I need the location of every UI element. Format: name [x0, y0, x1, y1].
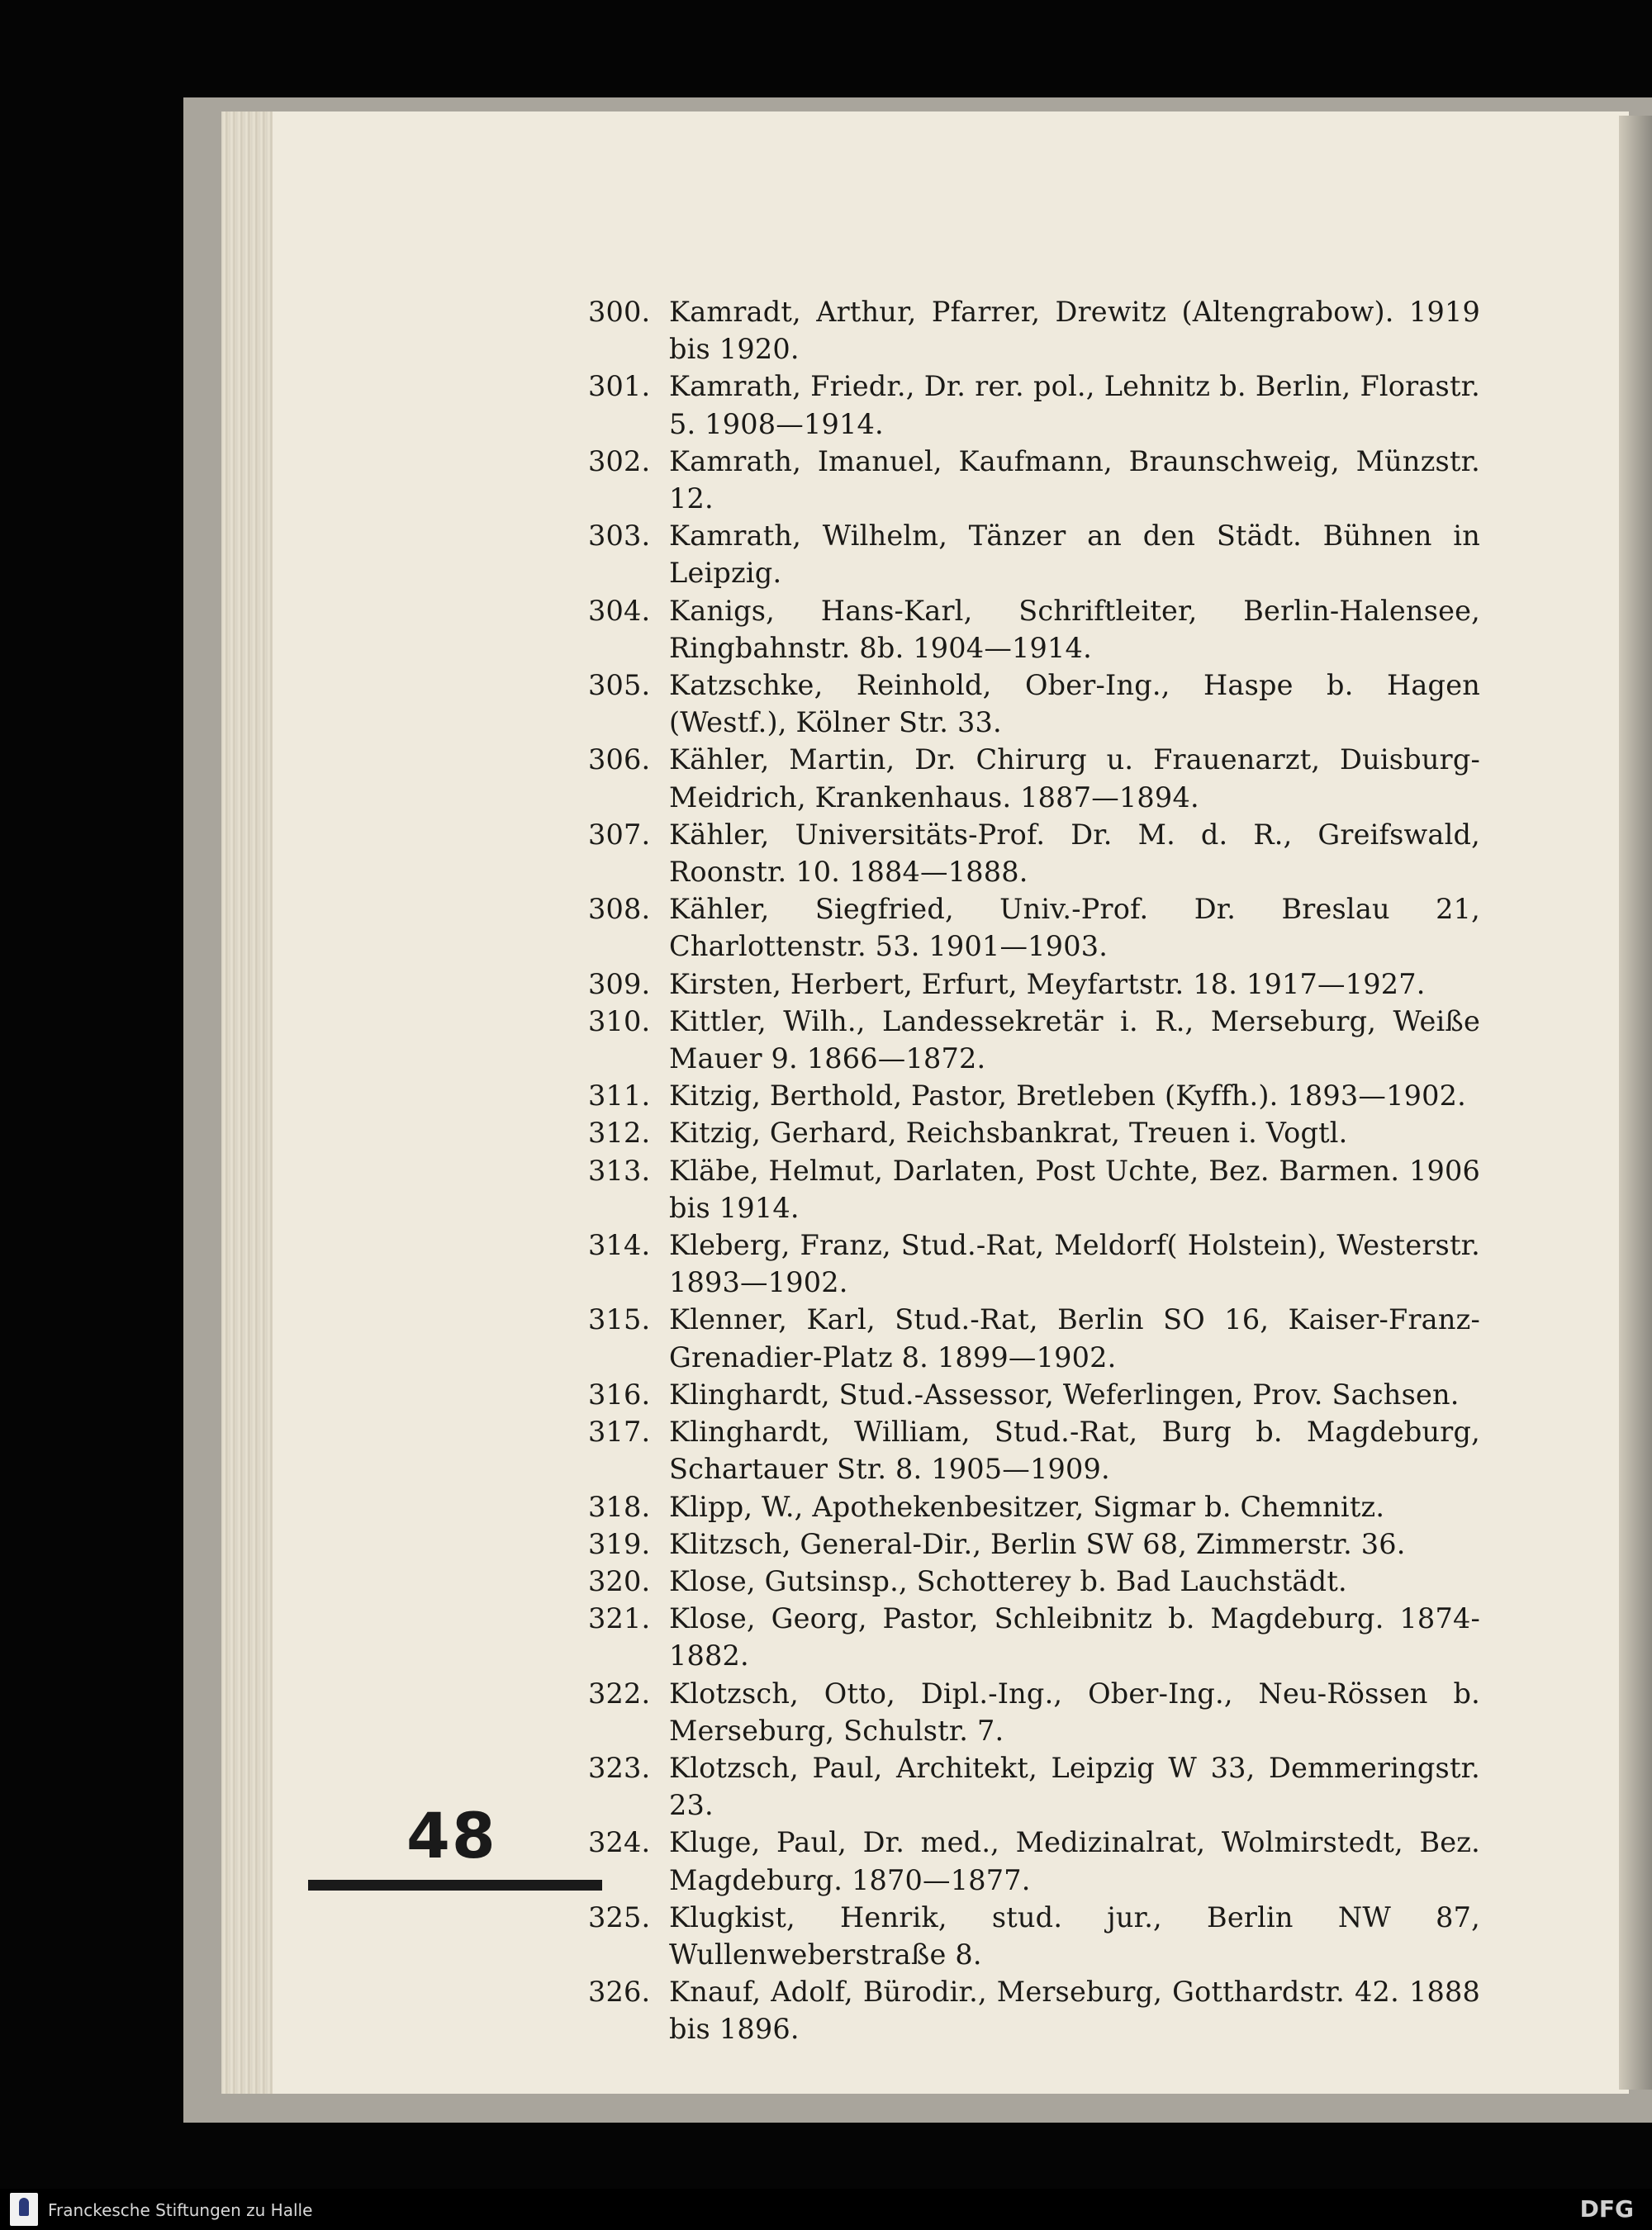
entry-number: 324. [588, 1826, 651, 1859]
entry-text: Klose, Gutsinsp., Schotterey b. Bad Lauchstädt. [669, 1564, 1347, 1597]
entry-text: Klotzsch, Otto, Dipl.-Ing., Ober-Ing., Neu-Rössen b. Merseburg, Schulstr. 7. [669, 1677, 1480, 1747]
entry [588, 1152, 1480, 1226]
entry [588, 1114, 1480, 1151]
entry-text: Kittler, Wilh., Landessekretär i. R., Merseburg, Weiße Mauer 9. 1866—1872. [669, 1004, 1480, 1075]
entry [588, 1077, 1480, 1114]
entry-text: Kähler, Siegfried, Univ.-Prof. Dr. Breslau 21, Charlottenstr. 53. 1901—1903. [669, 893, 1480, 963]
entry-text: Kluge, Paul, Dr. med., Medizinalrat, Wolmirstedt, Bez. Magdeburg. 1870—1877. [669, 1826, 1480, 1896]
entry-number: 318. [588, 1490, 651, 1523]
entry-text: Klipp, W., Apothekenbesitzer, Sigmar b. Chemnitz. [669, 1490, 1385, 1523]
entry-text: Kamrath, Wilhelm, Tänzer an den Städt. Bühnen in Leipzig. [669, 520, 1480, 590]
entry [588, 1488, 1480, 1525]
entry-number: 301. [588, 370, 651, 403]
entry-text: Kähler, Universitäts-Prof. Dr. M. d. R., Greifswald, Roonstr. 10. 1884—1888. [669, 818, 1480, 889]
entry-text: Katzschke, Reinhold, Ober-Ing., Haspe b. Hagen (Westf.), Kölner Str. 33. [669, 669, 1480, 739]
page-number-rule [308, 1880, 602, 1891]
entry [588, 667, 1480, 741]
entry-number: 305. [588, 669, 651, 702]
entry-number: 300. [588, 296, 651, 328]
entry [588, 1003, 1480, 1077]
entry [588, 1749, 1480, 1824]
entry-text: Kamradt, Arthur, Pfarrer, Drewitz (Altengrabow). 1919 bis 1920. [669, 296, 1480, 366]
entry-list [588, 293, 1480, 2048]
entry-number: 311. [588, 1079, 651, 1113]
entry-number: 325. [588, 1900, 651, 1933]
entry-text: Kamrath, Friedr., Dr. rer. pol., Lehnitz b. Berlin, Florastr. 5. 1908—1914. [669, 370, 1480, 440]
entry [588, 1413, 1480, 1487]
entry [588, 1226, 1480, 1301]
entry [588, 890, 1480, 965]
entry [588, 443, 1480, 517]
entry [588, 1376, 1480, 1413]
entry-number: 302. [588, 444, 651, 477]
entry [588, 368, 1480, 442]
entry-text: Klose, Georg, Pastor, Schleibnitz b. Magdeburg. 1874-1882. [669, 1602, 1480, 1672]
entry-text: Kirsten, Herbert, Erfurt, Meyfartstr. 18. 1917—1927. [669, 967, 1426, 1000]
entry-number: 312. [588, 1117, 651, 1150]
entry [588, 1563, 1480, 1600]
entry-number: 322. [588, 1677, 651, 1710]
entry-number: 304. [588, 594, 651, 627]
entry-text: Kanigs, Hans-Karl, Schriftleiter, Berlin-Halensee, Ringbahnstr. 8b. 1904—1914. [669, 594, 1480, 664]
footer-institution: Franckesche Stiftungen zu Halle [48, 2200, 313, 2220]
entry-number: 317. [588, 1416, 651, 1449]
entry-text: Kähler, Martin, Dr. Chirurg u. Frauenarzt, Duisburg-Meidrich, Krankenhaus. 1887—1894. [669, 743, 1480, 814]
entry-number: 310. [588, 1004, 651, 1037]
entry [588, 816, 1480, 890]
entry-number: 321. [588, 1602, 651, 1635]
entry-number: 326. [588, 1976, 651, 2009]
entry-text: Klugkist, Henrik, stud. jur., Berlin NW 87, Wullenweberstraße 8. [669, 1900, 1480, 1971]
entry [588, 1301, 1480, 1375]
entry [588, 517, 1480, 591]
entry-text: Klinghardt, William, Stud.-Rat, Burg b. Magdeburg, Schartauer Str. 8. 1905—1909. [669, 1416, 1480, 1486]
entry-text: Kleberg, Franz, Stud.-Rat, Meldorf( Holstein), Westerstr. 1893—1902. [669, 1229, 1480, 1299]
entry [588, 1973, 1480, 2047]
entry-text: Kitzig, Berthold, Pastor, Bretleben (Kyffh.). 1893—1902. [669, 1079, 1466, 1113]
entry-number: 316. [588, 1378, 651, 1411]
entry [588, 592, 1480, 667]
entry [588, 966, 1480, 1003]
entry-number: 314. [588, 1229, 651, 1262]
entry-number: 319. [588, 1527, 651, 1560]
page-number: 48 [406, 1799, 497, 1872]
entry [588, 1675, 1480, 1749]
entry-number: 320. [588, 1564, 651, 1597]
entry [588, 293, 1480, 368]
footer-dfg-logo: DFG [1579, 2195, 1634, 2223]
entry-text: Klitzsch, General-Dir., Berlin SW 68, Zimmerstr. 36. [669, 1527, 1406, 1560]
entry-number: 323. [588, 1751, 651, 1784]
entry [588, 741, 1480, 815]
entry-number: 303. [588, 520, 651, 553]
entry [588, 1824, 1480, 1898]
entry-number: 307. [588, 818, 651, 851]
entry-number: 315. [588, 1303, 651, 1336]
entry-text: Klotzsch, Paul, Architekt, Leipzig W 33, Demmeringstr. 23. [669, 1751, 1480, 1822]
entry-text: Kläbe, Helmut, Darlaten, Post Uchte, Bez. Barmen. 1906 bis 1914. [669, 1154, 1480, 1224]
entry-number: 309. [588, 967, 651, 1000]
entry-number: 308. [588, 893, 651, 926]
entry-text: Kamrath, Imanuel, Kaufmann, Braunschweig, Münzstr. 12. [669, 444, 1480, 515]
entry-text: Kitzig, Gerhard, Reichsbankrat, Treuen i. Vogtl. [669, 1117, 1348, 1150]
entry [588, 1600, 1480, 1674]
entry-number: 306. [588, 743, 651, 776]
entry-number: 313. [588, 1154, 651, 1187]
entry-text: Klinghardt, Stud.-Assessor, Weferlingen, Prov. Sachsen. [669, 1378, 1460, 1411]
entry-text: Klenner, Karl, Stud.-Rat, Berlin SO 16, Kaiser-Franz-Grenadier-Platz 8. 1899—1902. [669, 1303, 1480, 1374]
entry [588, 1899, 1480, 1973]
page-gutter [1619, 116, 1652, 2090]
entry-text: Knauf, Adolf, Bürodir., Merseburg, Gotthardstr. 42. 1888 bis 1896. [669, 1976, 1480, 2046]
entry [588, 1525, 1480, 1563]
institution-logo-icon [10, 2193, 38, 2226]
